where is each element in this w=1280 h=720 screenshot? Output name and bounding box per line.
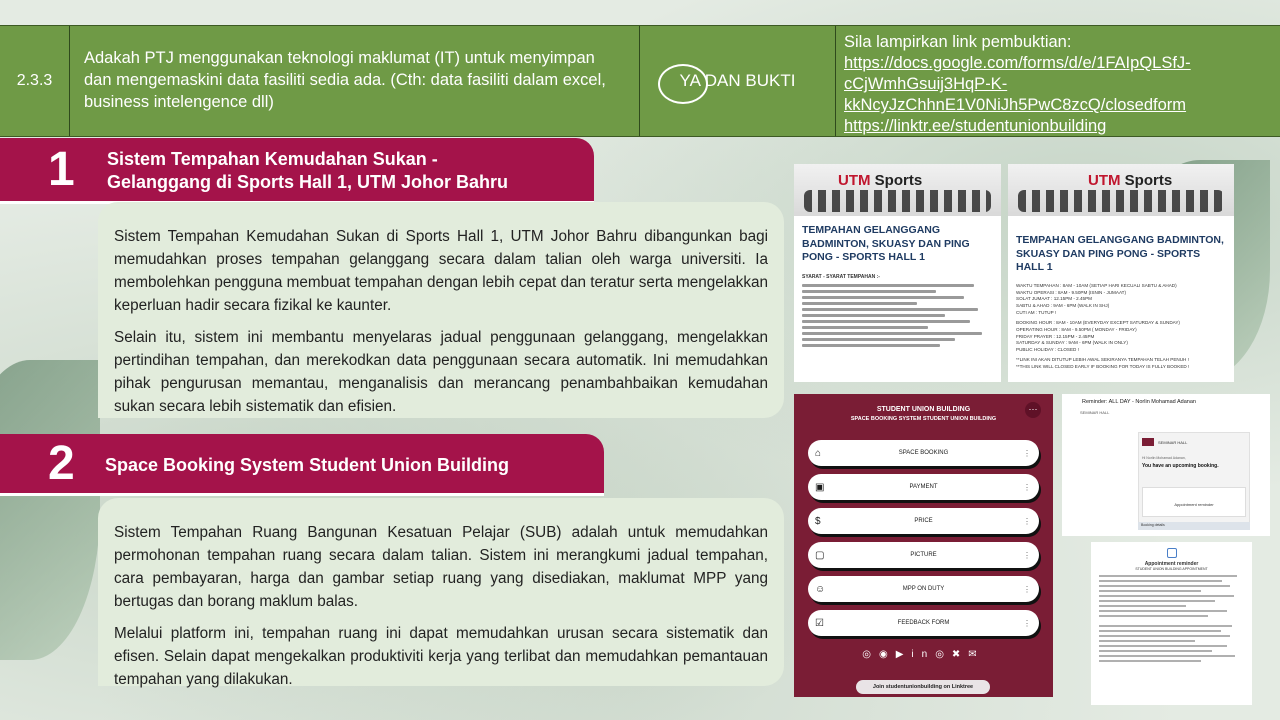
section-2-card <box>98 498 784 686</box>
answer-cell <box>640 26 836 136</box>
dollar-icon: $ <box>815 515 821 527</box>
mpp-on-duty-button[interactable] <box>808 576 1039 602</box>
utm-sports-poster-rules <box>794 164 1001 382</box>
email-reminder <box>1062 394 1270 536</box>
kebab-icon[interactable]: ⋮ <box>1023 618 1031 628</box>
linktree-title: STUDENT UNION BUILDING <box>876 406 971 413</box>
feedback-form-button[interactable] <box>808 610 1039 636</box>
section-2-paragraph-1: Sistem Tempahan Ruang Bangunan Kesatuan Pelajar (SUB) adalah untuk memudahkan permohonan tempahan ruang secara dalam talian. Sistem ini merangkumi jadual tempahan, cara pembayaran, harga dan gambar setiap ruang yang disediakan, maklumat MPP yang bertugas dan borang maklum balas. <box>114 524 768 610</box>
logo-sports: Sports <box>874 172 923 189</box>
hours-line: SABTU & AHAD : 9AM - 6PM (WALK IN SHJ) <box>1016 302 1110 308</box>
section-1-title-line-2: Gelanggang di Sports Hall 1, UTM Johor Bahru <box>107 172 509 193</box>
people-icon: ☺ <box>815 583 826 595</box>
linktree-subtitle: SPACE BOOKING SYSTEM STUDENT UNION BUILDING <box>850 416 997 422</box>
athletes-silhouette-icon <box>1018 190 1224 212</box>
section-2-paragraph-2: Melalui platform ini, tempahan ruang ini dapat memudahkan urusan secara sistematik dan efisen. Selain dapat mengekalkan produktiviti kerja yang terlibat dan memudahkan pemantauan tempahan yang dilakukan. <box>114 624 768 688</box>
clipboard-icon: ☑ <box>815 617 824 629</box>
email-greeting: Hi Norlin Mohamad Adanan, <box>1142 456 1186 460</box>
section-1-number: 1 <box>48 143 75 196</box>
doc-title: Appointment reminder <box>1144 561 1199 567</box>
section-2-title: Space Booking System Student Union Building <box>105 455 510 475</box>
payment-icon: ▣ <box>815 481 825 493</box>
email-message: You have an upcoming booking. <box>1142 463 1219 469</box>
hours-line: BOOKING HOUR : 8AM - 10AM (EVERYDAY EXCEPT SATURDAY & SUNDAY) <box>1016 320 1180 326</box>
evidence-label: Sila lampirkan link pembuktian: <box>844 33 1072 51</box>
email-subject: Reminder: ALL DAY - Norlin Mohamad Adanan <box>1082 399 1196 405</box>
payment-button[interactable] <box>808 474 1039 500</box>
section-2-number: 2 <box>48 437 75 490</box>
hours-line: SOLAT JUMAAT : 12.15PM - 2.45PM <box>1016 296 1092 302</box>
hours-line: CUTI AM : TUTUP ! <box>1016 309 1057 315</box>
section-1-header <box>0 138 594 204</box>
button-label: MPP ON DUTY <box>902 586 945 592</box>
poster-banner <box>1008 164 1234 216</box>
more-options-icon[interactable]: ⋯ <box>1025 402 1041 418</box>
logo-utm: UTM <box>1088 172 1121 189</box>
poster-rules-heading: SYARAT - SYARAT TEMPAHAN :- <box>802 273 880 280</box>
answer-circle-mark <box>658 64 708 104</box>
social-icons-row[interactable]: ◎◉▶in◎✖✉ <box>862 649 985 660</box>
section-1-title <box>107 148 508 195</box>
poster-title: TEMPAHAN GELANGGANG BADMINTON, SKUASY DAN PING PONG - SPORTS HALL 1 <box>802 224 970 264</box>
calendar-icon <box>1167 548 1177 558</box>
hours-line: FRIDAY PRAYER : 12.15PM - 2.45PM <box>1016 333 1095 339</box>
kebab-icon[interactable]: ⋮ <box>1023 482 1031 492</box>
answer-text: YA DAN BUKTI <box>679 71 796 90</box>
google-form-link[interactable]: https://docs.google.com/forms/d/e/1FAIpQLSfJ-cCjWmhGsuij3HqP-K-kkNcyJzChhnE1V0NiJh5PwC8zcQ/closedform <box>844 54 1191 115</box>
item-number: 2.3.3 <box>0 26 70 136</box>
section-1-paragraph-2: Selain itu, sistem ini membantu menyelaras jadual penggunaan gelanggang, mengelakkan pertindihan tempahan, dan merekodkan data penggunaan secara automatik. Ini memudahkan pihak pengurusan memantau, menganalisis dan merancang penambahbaikan kemudahan sukan secara lebih sistematik dan efisien. <box>114 328 768 415</box>
background-leaf <box>0 360 100 660</box>
utm-sports-logo <box>1088 172 1172 189</box>
appointment-reminder-doc <box>1091 542 1252 705</box>
logo-utm: UTM <box>838 172 871 189</box>
hours-line: **LINK INI AKAN DITUTUP LEBIH AWAL SEKIRANYA TEMPAHAN TELAH PENUH ! <box>1016 357 1189 363</box>
question-text: Adakah PTJ menggunakan teknologi maklumat (IT) untuk menyimpan dan mengemaskini data fasiliti sedia ada. (Cth: data fasiliti dalam excel, business intelengence dll) <box>70 26 640 136</box>
button-label: PAYMENT <box>909 484 938 490</box>
section-1-card <box>98 202 784 418</box>
utm-sports-logo <box>838 172 922 189</box>
seminar-hall-logo <box>1142 438 1154 446</box>
price-button[interactable] <box>808 508 1039 534</box>
hours-line: OPERATING HOUR : 8AM - 9.50PM ( MONDAY - FRIDAY) <box>1016 326 1137 332</box>
section-2-header <box>0 434 604 496</box>
camera-icon: ▢ <box>815 549 825 561</box>
section-1-paragraph-1: Sistem Tempahan Kemudahan Sukan di Sports Hall 1, UTM Johor Bahru dibangunkan bagi memudahkan proses tempahan gelanggang secara dalam talian oleh warga universiti. Ia membolehkan pengguna membuat tempahan dengan lebih cepat dan teratur serta mengelakkan keperluan hadir secara fizikal ke kaunter. <box>114 228 768 314</box>
kebab-icon[interactable]: ⋮ <box>1023 550 1031 560</box>
email-org: SEMINAR HALL <box>1158 440 1188 445</box>
linktree-page <box>794 394 1053 697</box>
picture-button[interactable] <box>808 542 1039 568</box>
poster-banner <box>794 164 1001 216</box>
booking-details-bar: Booking details <box>1138 522 1250 530</box>
utm-sports-poster-hours <box>1008 164 1234 382</box>
home-icon: ⌂ <box>815 447 822 459</box>
poster-title: TEMPAHAN GELANGGANG BADMINTON, SKUASY DAN PING PONG - SPORTS HALL 1 <box>1016 234 1224 274</box>
email-sender: SEMINAR HALL <box>1080 410 1110 415</box>
button-label: FEEDBACK FORM <box>897 620 950 626</box>
athletes-silhouette-icon <box>804 190 991 212</box>
button-label: PRICE <box>914 518 933 524</box>
button-label: SPACE BOOKING <box>898 450 949 456</box>
hours-line: SATURDAY & SUNDAY : 9AM - 6PM (WALK IN ONLY) <box>1016 340 1128 346</box>
appointment-card: Appointment reminder <box>1142 487 1246 517</box>
button-label: PICTURE <box>910 552 937 558</box>
poster-hours-list <box>1008 279 1234 375</box>
linktree-link[interactable]: https://linktr.ee/studentunionbuilding <box>844 117 1107 136</box>
space-booking-button[interactable] <box>808 440 1039 466</box>
evidence-table-row <box>0 25 1280 137</box>
hours-line: PUBLIC HOLIDAY : CLOSED ! <box>1016 346 1079 352</box>
hours-line: WAKTU OPERASI : 8AM - 9.50PM (ISNIN - JUMAAT) <box>1016 289 1127 295</box>
section-1-title-line-1: Sistem Tempahan Kemudahan Sukan - <box>107 149 438 169</box>
kebab-icon[interactable]: ⋮ <box>1023 516 1031 526</box>
doc-subtitle: STUDENT UNION BUILDING APPOINTMENT <box>1135 567 1208 571</box>
logo-sports: Sports <box>1124 172 1173 189</box>
poster-rules-list <box>794 269 1001 354</box>
kebab-icon[interactable]: ⋮ <box>1023 448 1031 458</box>
hours-line: **THIS LINK WILL CLOSED EARLY IF BOOKING FOR TODAY IS FULLY BOOKED ! <box>1016 364 1190 370</box>
hours-line: WAKTU TEMPAHAN : 8AM - 10AM (SETIAP HARI KECUALI SABTU & AHAD) <box>1016 282 1177 288</box>
evidence-cell <box>836 26 1280 136</box>
join-linktree-button[interactable]: Join studentunionbuilding on Linktree <box>856 680 990 694</box>
kebab-icon[interactable]: ⋮ <box>1023 584 1031 594</box>
